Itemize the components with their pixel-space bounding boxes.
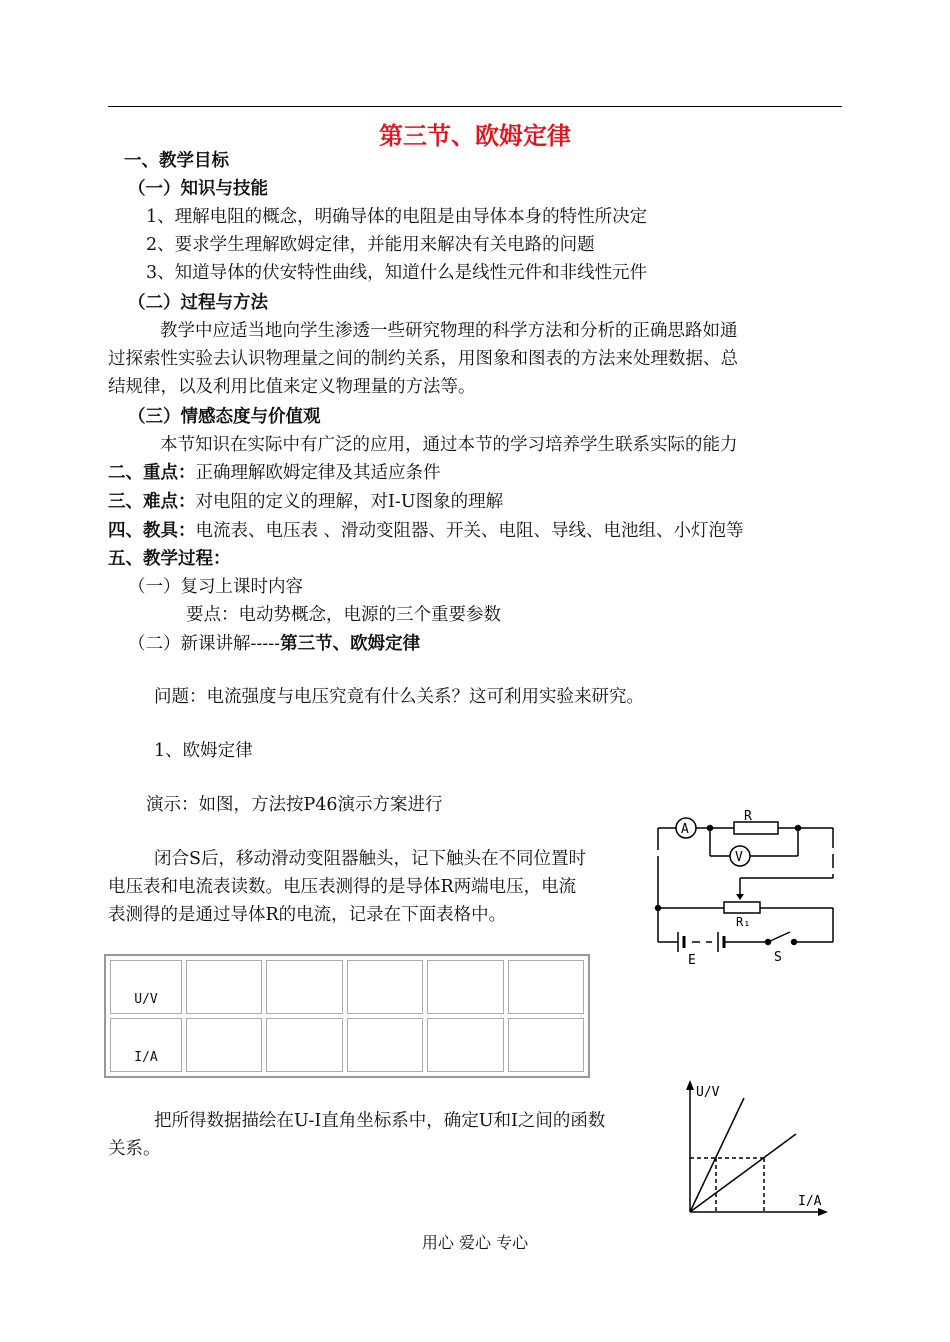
section-1-1-heading: （一）知识与技能 [128,179,268,199]
new-lesson-heading [128,633,420,655]
resistor-icon [734,822,778,834]
knowledge-item-1: 1、理解电阻的概念，明确导体的电阻是由导体本身的特性所决定 [146,207,648,227]
circuit-diagram [648,810,848,970]
table-cell [186,960,262,1014]
difficult-point-text: 对电阻的定义的理解，对I-U图象的理解 [195,492,504,512]
table-cell [508,1018,584,1072]
table-cell [427,960,503,1014]
difficult-point-label: 三、难点： [108,492,196,512]
section-1-3-heading: （三）情感态度与价值观 [128,407,321,427]
review-points: 要点：电动势概念，电源的三个重要参数 [186,605,501,625]
battery-label: E [688,953,696,968]
rheostat-label: R₁ [736,915,751,929]
table-cell [266,1018,342,1072]
resistor-label: R [744,810,752,824]
table-row [110,1018,584,1072]
line-steep [690,1098,744,1212]
question-text: 问题：电流强度与电压究竟有什么关系？这可利用实验来研究。 [154,687,644,707]
method-line-3: 结规律，以及利用比值来定义物理量的方法等。 [108,377,476,397]
demo-text: 演示：如图，方法按P46演示方案进行 [146,795,443,815]
key-point-text: 正确理解欧姆定律及其适应条件 [195,463,441,483]
plot-line-1: 把所得数据描绘在U-I直角坐标系中，确定U和I之间的函数 [154,1111,606,1131]
law-heading: 1、欧姆定律 [154,741,253,761]
table-row [110,960,584,1014]
section-1-2-heading: （二）过程与方法 [128,293,268,313]
teaching-aids-text: 电流表、电压表 、滑动变阻器、开关、电阻、导线、电池组、小灯泡等 [195,521,744,541]
review-heading: （一）复习上课时内容 [128,577,303,597]
method-line-2: 过探索性实验去认识物理量之间的制约关系，用图象和图表的方法来处理数据、总 [108,349,738,369]
rheostat-icon [724,902,760,913]
table-cell [347,1018,423,1072]
teaching-aids [108,520,744,542]
page-footer: 用心 爱心 专心 [421,1233,529,1252]
key-point [108,462,441,484]
difficult-point [108,491,503,513]
plot-line-2: 关系。 [108,1139,161,1159]
procedure-line-2: 电压表和电流表读数。电压表测得的是导体R两端电压，电流 [108,877,577,897]
table-cell [347,960,423,1014]
page-title: 第三节、欧姆定律 [379,121,571,150]
x-axis-label: I/A [798,1194,822,1209]
attitude-text: 本节知识在实际中有广泛的应用，通过本节的学习培养学生联系实际的能力 [160,435,738,455]
table-cell [266,960,342,1014]
method-line-1: 教学中应适当地向学生渗透一些研究物理的科学方法和分析的正确思路如通 [160,321,738,341]
table-cell [508,960,584,1014]
procedure-line-3: 表测得的是通过导体R的电流，记录在下面表格中。 [108,905,507,925]
section-1-heading: 一、教学目标 [124,151,229,171]
knowledge-item-3: 3、知道导体的伏安特性曲线，知道什么是线性元件和非线性元件 [146,263,648,283]
ui-graph [680,1078,840,1218]
y-axis-label: U/V [696,1085,720,1100]
row-label-voltage: U/V [110,960,182,1014]
section-5-heading: 五、教学过程： [108,549,231,569]
knowledge-item-2: 2、要求学生理解欧姆定律，并能用来解决有关电路的问题 [146,235,595,255]
line-shallow [690,1134,796,1212]
ammeter-label: A [681,822,689,837]
teaching-aids-label: 四、教具： [108,521,196,541]
voltmeter-label: V [735,850,743,865]
table-cell [186,1018,262,1072]
data-table [104,954,590,1078]
switch-label: S [774,950,782,965]
row-label-current: I/A [110,1018,182,1072]
new-lesson-title: 第三节、欧姆定律 [280,634,421,654]
procedure-line-1: 闭合S后，移动滑动变阻器触头，记下触头在不同位置时 [154,849,586,869]
new-lesson-prefix: （二）新课讲解----- [128,634,281,654]
key-point-label: 二、重点： [108,463,196,483]
header-rule [108,106,842,107]
table-cell [427,1018,503,1072]
